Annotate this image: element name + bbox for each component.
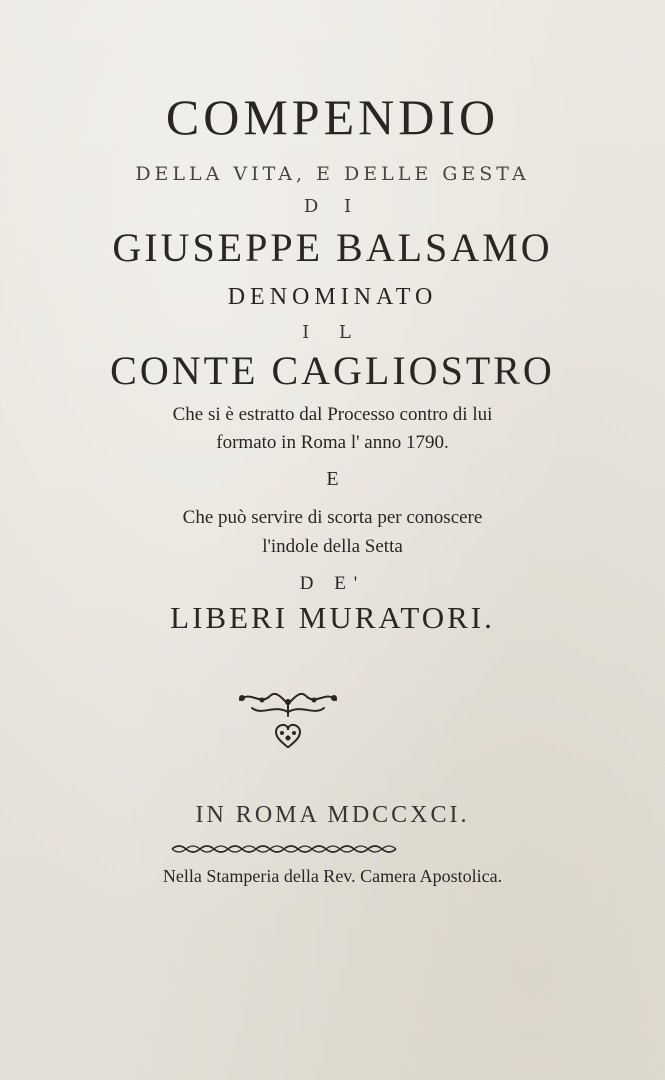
name-conte-cagliostro: CONTE CAGLIOSTRO: [110, 348, 555, 393]
connector-e: E: [326, 468, 339, 490]
denominato-line: DENOMINATO: [227, 284, 438, 310]
imprint-printer: Nella Stamperia della Rev. Camera Apostolica.: [162, 866, 503, 886]
connector-de: D E': [299, 573, 366, 594]
subtitle-vita-gesta: DELLA VITA, E DELLE GESTA: [135, 163, 530, 185]
connector-il: I L: [302, 322, 363, 343]
description-line-4: l'indole della Setta: [262, 536, 403, 557]
description-line-1: Che si è estratto dal Processo contro di lui: [172, 404, 493, 425]
description-line-3: Che può servire di scorta per conoscere: [182, 507, 483, 528]
title-compendio: COMPENDIO: [165, 89, 500, 145]
description-line-2: formato in Roma l' anno 1790.: [216, 432, 449, 453]
name-giuseppe-balsamo: GIUSEPPE BALSAMO: [112, 225, 553, 270]
floral-ornament-icon: [232, 686, 344, 758]
typographic-rule-icon: [170, 843, 402, 855]
connector-di: D I: [303, 196, 362, 217]
liberi-muratori: LIBERI MURATORI.: [170, 600, 495, 635]
imprint-place-date: IN ROMA MDCCXCI.: [195, 802, 470, 828]
